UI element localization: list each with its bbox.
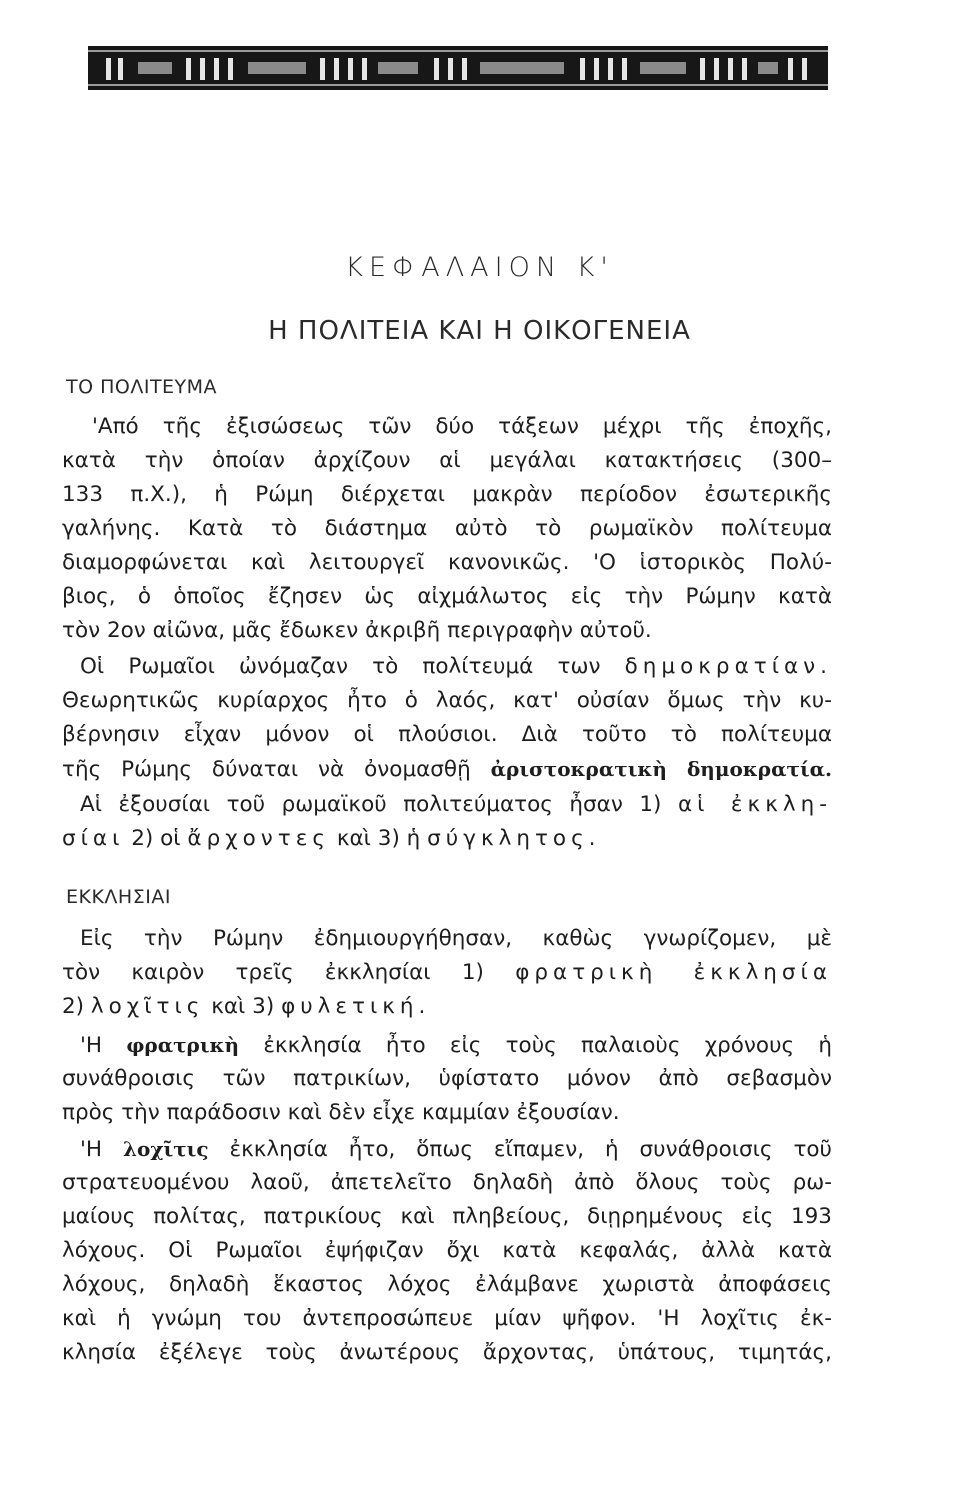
- chapter-number: ΚΕΦΑΛΑΙΟΝ Κ': [345, 252, 614, 283]
- text-line: λόχους. Οἱ Ρωμαῖοι ἐψήφιζαν ὄχι κατὰ κεφαλάς, ἀλλὰ κατὰ: [62, 1238, 832, 1263]
- emphasis-term: λοχῖτις: [90, 994, 205, 1019]
- bold-term: φρατρικὴ: [126, 1033, 240, 1057]
- text-fragment: 2): [62, 994, 85, 1019]
- emphasis-term: ἄρχοντες: [187, 826, 330, 851]
- text-line: [62, 824, 832, 854]
- text-fragment: ἐκκλησία ἦτο, ὅπως εἴπαμεν, ἡ συνάθροισις τοῦ: [229, 1137, 833, 1162]
- text-fragment: ἐκκλησία ἦτο εἰς τοὺς παλαιοὺς χρόνους ἡ: [263, 1033, 832, 1058]
- emphasis-term: δημοκρατίαν.: [624, 654, 832, 679]
- emphasis-term: σύγκλητος.: [427, 826, 601, 851]
- text-line: [80, 1030, 832, 1061]
- text-line: βιος, ὁ ὁποῖος ἔζησεν ὡς αἰχμάλωτος εἰς τὴν Ρώμην κατὰ: [62, 584, 832, 609]
- text-fragment: 'Η: [80, 1137, 103, 1162]
- text-fragment: τῆς Ρώμης δύναται νὰ ὀνομασθῇ: [62, 757, 471, 782]
- text-fragment: 2) οἱ: [131, 826, 181, 851]
- text-fragment: Αἱ ἐξουσίαι τοῦ ρωμαϊκοῦ πολιτεύματος ἦσαν 1): [80, 792, 662, 817]
- text-line: στρατευομένου λαοῦ, ἀπετελεῖτο δηλαδὴ ἀπὸ ὅλους τοὺς ρω-: [62, 1170, 832, 1195]
- decorative-banner: [88, 46, 828, 90]
- text-line: τὸν 2ον αἰῶνα, μᾶς ἔδωκεν ἀκριβῆ περιγραφὴν αὐτοῦ.: [62, 618, 652, 643]
- text-line: πρὸς τὴν παράδοσιν καὶ δὲν εἶχε καμμίαν ἐξουσίαν.: [62, 1100, 620, 1125]
- text-line: Θεωρητικῶς κυρίαρχος ἦτο ὁ λαός, κατ' οὐσίαν ὅμως τὴν κυ-: [62, 688, 832, 713]
- text-line: συνάθροισις τῶν πατρικίων, ὑφίστατο μόνον ἀπὸ σεβασμὸν: [62, 1066, 832, 1091]
- text-line: [62, 992, 832, 1022]
- text-fragment: Οἱ Ρωμαῖοι ὠνόμαζαν τὸ πολίτευμά των: [80, 654, 601, 679]
- text-fragment: τὸν καιρὸν τρεῖς ἐκκλησίαι 1): [62, 960, 484, 985]
- text-line: Εἰς τὴν Ρώμην ἐδημιουργήθησαν, καθὼς γνωρίζομεν, μὲ: [80, 926, 832, 951]
- text-line: 'Από τῆς ἐξισώσεως τῶν δύο τάξεων μέχρι τῆς ἐποχῆς,: [92, 414, 832, 439]
- text-fragment: καὶ 3) ἡ: [336, 826, 421, 851]
- text-fragment: 'Η: [80, 1033, 103, 1058]
- ornament-pattern-icon: [88, 46, 828, 90]
- text-line: κατὰ τὴν ὁποίαν ἀρχίζουν αἱ μεγάλαι κατακτήσεις (300–: [62, 448, 832, 473]
- text-line: [62, 958, 832, 988]
- text-line: κλησία ἐξέλεγε τοὺς ἀνωτέρους ἄρχοντας, ὑπάτους, τιμητάς,: [62, 1340, 832, 1365]
- text-line: διαμορφώνεται καὶ λειτουργεῖ κανονικῶς. 'Ο ἱστορικὸς Πολύ-: [62, 550, 832, 575]
- emphasis-term: σίαι: [62, 826, 125, 851]
- text-line: 133 π.Χ.), ἡ Ρώμη διέρχεται μακρὰν περίοδον ἐσωτερικῆς: [62, 482, 832, 507]
- emphasis-term: αἱ ἐκκλη-: [677, 792, 832, 817]
- text-fragment: καὶ 3): [211, 994, 275, 1019]
- emphasis-term: φρατρικὴ ἐκκλησία: [515, 960, 833, 985]
- text-line: [80, 652, 832, 682]
- emphasis-term: φυλετική.: [281, 994, 431, 1019]
- bold-term: λοχῖτις: [123, 1137, 209, 1161]
- text-line: λόχους, δηλαδὴ ἕκαστος λόχος ἐλάμβανε χωριστὰ ἀποφάσεις: [62, 1272, 832, 1297]
- text-line: [80, 1134, 832, 1165]
- text-line: [62, 754, 832, 785]
- chapter-title: Η ΠΟΛΙΤΕΙΑ ΚΑΙ Η ΟΙΚΟΓΕΝΕΙΑ: [268, 316, 691, 346]
- bold-term: ἀριστοκρατικὴ δημοκρατία.: [490, 757, 832, 781]
- text-line: γαλήνης. Κατὰ τὸ διάστημα αὐτὸ τὸ ρωμαϊκὸν πολίτευμα: [62, 516, 832, 541]
- text-line: καὶ ἡ γνώμη του ἀντεπροσώπευε μίαν ψῆφον. 'Η λοχῖτις ἐκ-: [62, 1306, 832, 1331]
- section-heading-ekklisiai: ΕΚΚΛΗΣΙΑΙ: [66, 886, 171, 908]
- text-line: βέρνησιν εἶχαν μόνον οἱ πλούσιοι. Διὰ τοῦτο τὸ πολίτευμα: [62, 722, 832, 747]
- section-heading-politeuma: ΤΟ ΠΟΛΙΤΕΥΜΑ: [66, 376, 218, 398]
- text-line: μαίους πολίτας, πατρικίους καὶ πληβείους, διῃρημένους εἰς 193: [62, 1204, 832, 1229]
- text-line: [80, 790, 832, 820]
